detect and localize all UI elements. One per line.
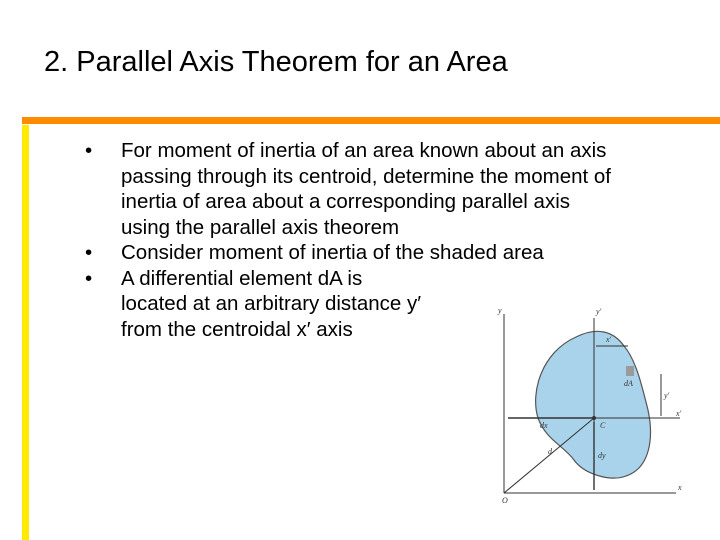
d-label: d: [548, 447, 552, 456]
dx-label: dx: [540, 421, 548, 430]
bullet-line: A differential element dA is: [121, 266, 363, 290]
bullet-line: For moment of inertia of an area known about an axis: [121, 139, 607, 162]
x-prime-distance-label: x′: [606, 335, 612, 344]
dy-label: dy: [598, 451, 606, 460]
bullet-item: [85, 240, 685, 266]
slide-title: 2. Parallel Axis Theorem for an Area: [44, 46, 508, 78]
x-prime-label: x′: [676, 409, 682, 418]
bullet-marker: •: [85, 266, 93, 290]
left-accent-bar: [22, 125, 29, 540]
dA-label: dA: [624, 379, 633, 388]
differential-element: [626, 366, 634, 376]
bullet-line: Consider moment of inertia of the shaded area: [121, 241, 544, 264]
bullet-line: located at an arbitrary distance y′: [121, 292, 422, 315]
bullet-line: from the centroidal x′ axis: [121, 317, 353, 341]
y-label: y: [498, 306, 502, 315]
bullet-line: using the parallel axis theorem: [121, 215, 400, 239]
bullet-marker: •: [85, 139, 93, 162]
y-prime-label: y′: [596, 307, 602, 316]
bullet-line: passing through its centroid, determine the moment of: [121, 164, 611, 188]
bullet-item: [85, 138, 685, 240]
bullet-line: inertia of area about a corresponding parallel axis: [121, 190, 570, 213]
shaded-area: [536, 331, 651, 478]
bullet-marker: •: [85, 241, 93, 264]
centroid-label: C: [600, 421, 606, 430]
centroid-point: [592, 416, 596, 420]
x-label: x: [678, 483, 682, 492]
parallel-axis-diagram: [490, 300, 690, 510]
y-prime-distance-label: y′: [664, 391, 670, 400]
origin-label: O: [502, 496, 508, 505]
title-underline: [22, 117, 720, 124]
